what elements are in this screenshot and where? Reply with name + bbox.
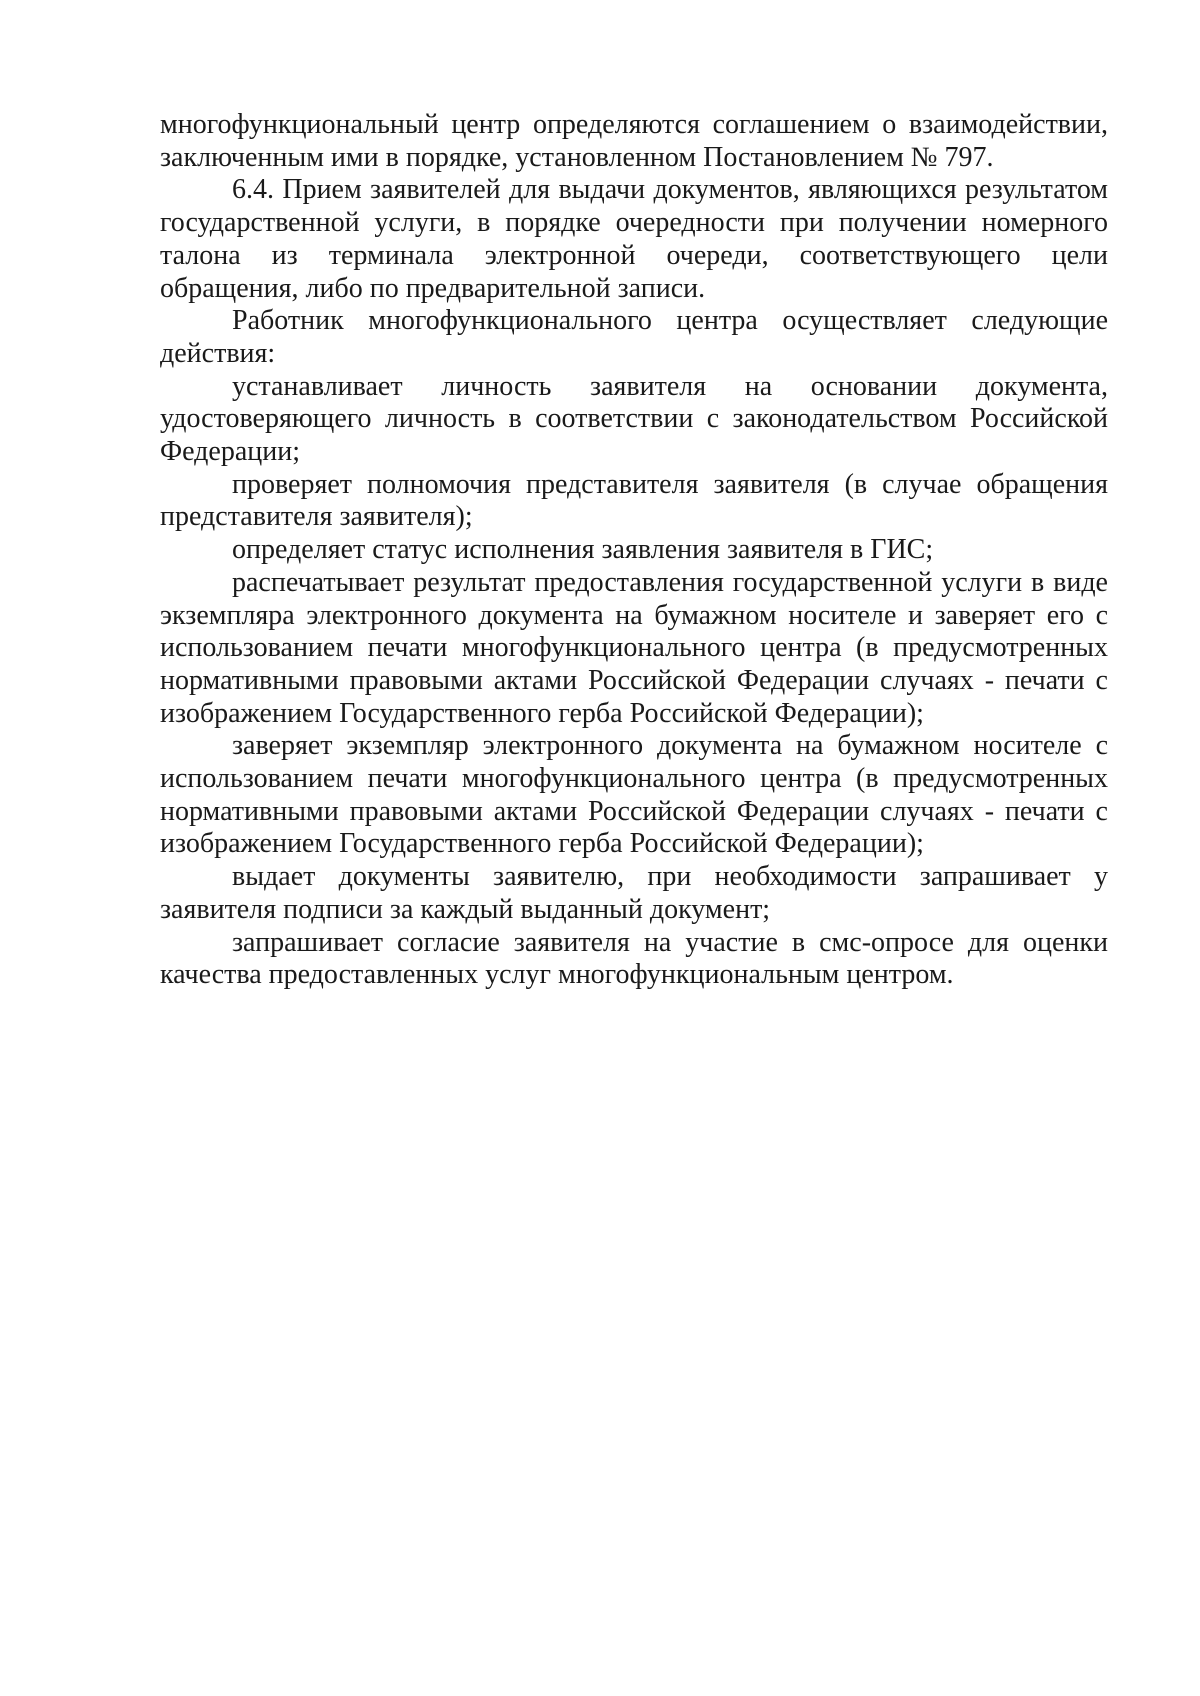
- paragraph-9: выдает документы заявителю, при необходимости запрашивает у заявителя подписи за каждый выданный документ;: [160, 861, 1108, 925]
- paragraph-6: определяет статус исполнения заявления заявителя в ГИС;: [232, 534, 934, 566]
- paragraph-3: Работник многофункционального центра осуществляет следующие действия:: [160, 305, 1108, 369]
- paragraph-5: проверяет полномочия представителя заявителя (в случае обращения представителя заявителя);: [160, 468, 1108, 533]
- paragraph-2: 6.4. Прием заявителей для выдачи документов, являющихся результатом государственной услуги, в порядке очередности при получении номерного талона из терминала электронной очереди, соответствующего цели обращения, либо по предварительной записи.: [160, 174, 1108, 304]
- document-body: [160, 109, 1108, 992]
- paragraph-7: распечатывает результат предоставления государственной услуги в виде экземпляра электронного документа на бумажном носителе и заверяет его с использованием печати многофункционального центра (в предусмотренных нормативными правовыми актами Российской Федерации случаях - печати с изображением Государственного герба Российской Федерации);: [160, 566, 1108, 729]
- paragraph-1: многофункциональный центр определяются соглашением о взаимодействии, заключенным ими в порядке, установленном Постановлением № 797.: [160, 109, 1108, 173]
- paragraph-4: устанавливает личность заявителя на основании документа, удостоверяющего личность в соответствии с законодательством Российской Федерации;: [160, 370, 1108, 468]
- paragraph-10: запрашивает согласие заявителя на участие в смс-опросе для оценки качества предоставленных услуг многофункциональным центром.: [160, 926, 1108, 991]
- paragraph-8: заверяет экземпляр электронного документа на бумажном носителе с использованием печати многофункционального центра (в предусмотренных нормативными правовыми актами Российской Федерации случаях - печати с изображением Государственного герба Российской Федерации);: [160, 730, 1108, 860]
